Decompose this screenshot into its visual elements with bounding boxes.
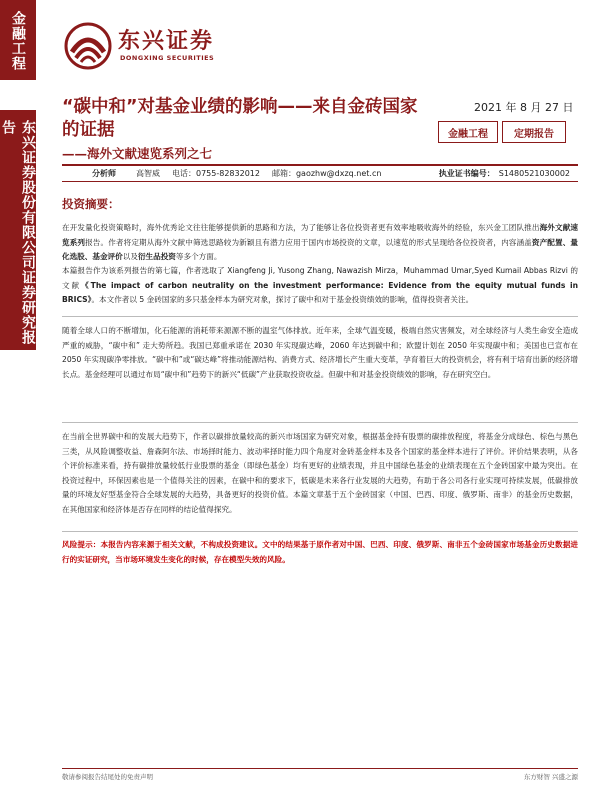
risk-warning: 风险提示：本报告内容来源于相关文献，不构成投资建议。文中的结果基于原作者对中国、巴西、印度、俄罗斯、南非五个金砖国家市场基金历史数据进行的实证研究，当市场环境发生变化的时候，存在模型失效的风险。 [62, 540, 578, 564]
report-title: “碳中和”对基金业绩的影响——来自金砖国家的证据 [62, 97, 418, 140]
tag-periodic-report: 定期报告 [502, 121, 566, 143]
analyst-phone: 电话：0755-82832012 [172, 169, 260, 178]
divider [62, 316, 578, 317]
abstract-paragraph-1 [62, 221, 578, 265]
footer-disclaimer: 敬请参阅报告结尾处的免责声明 [62, 773, 153, 781]
cert-label: 执业证书编号： [438, 169, 495, 178]
report-date: 2021 年 8 月 27 日 [474, 101, 574, 114]
p1-topic-derivatives: 衍生品投资 [137, 252, 176, 261]
logo-name-cn: 东兴证券 [118, 29, 215, 54]
footer-slogan: 东方财智 兴盛之源 [523, 773, 578, 781]
sidebar-category-label: 金融工程 [10, 11, 26, 71]
analyst-email: 邮箱：gaozhw@dxzq.net.cn [271, 169, 382, 178]
tag-financial-engineering: 金融工程 [438, 121, 498, 143]
footer-divider [62, 768, 578, 769]
abstract-paragraph-2 [62, 264, 578, 308]
p2-text: 本篇报告作为该系列报告的第七篇，作者选取了 Xiangfeng Ji, Yusong Zhang, Nawazish Mirza，Muhammad Umar,Syed Kumail Abbas Rizvi 的文献 [62, 266, 578, 290]
p1-text-3: 以及 [122, 252, 138, 261]
sidebar-company-label: 东兴证券股份有限公司证券研究报告 [0, 120, 36, 345]
p1-topics: 资产配置、量化选股、基金评价 [62, 237, 578, 261]
p1-text-2: 报告。作者将定期从海外文献中筛选思路较为新颖且有潜力应用于国内市场投资的文章，以速览的形式呈现给各位投资者，内容涵盖 [85, 237, 532, 247]
abstract-heading: 投资摘要： [62, 197, 120, 211]
p2-paper-title: 《The impact of carbon neutrality on the investment performance: Evidence from the equity mutual funds in BRICS》 [62, 280, 578, 304]
cert-number: S1480521030002 [498, 169, 570, 178]
p2-text-2: 。本文作者以 5 金砖国家的多只基金样本为研究对象，探讨了碳中和对于基金投资绩效的影响，值得投资者关注。 [91, 295, 474, 304]
abstract-paragraph-4: 在当前全世界碳中和的发展大趋势下，作者以碳排放量较高的新兴市场国家为研究对象，根据基金持有股票的碳排放程度，将基金分成绿色、棕色与黑色三类，从风险调整收益、詹森阿尔法、市场择时能力、波动率择时能力四个角度对金砖基金样本及各个国家的基金样本进行了评价。评价结果表明，从各个评价标准来看，持有碳排放量较低行业股票的基金（即绿色基金）均有更好的业绩表现，并且中国绿色基金的业绩表现在五个金砖国家中最为突出。在投资过程中，环保因素也是一个值得关注的因素，在碳中和的要求下，低碳是未来各行业发展的大趋势，有助于各公司各行业实现可持续发展，低碳排放量的环境友好型基金符合全球发展的大趋势，具备更好的投资价值。本篇文章基于五个金砖国家（中国、巴西、印度、俄罗斯、南非）的基金历史数据，在其他国家和经济体是否存在同样的结论值得探究。 [62, 432, 578, 514]
divider [62, 531, 578, 532]
sidebar-top-band [0, 0, 36, 80]
analyst-role-label: 分析师 [92, 169, 116, 178]
analyst-info-bar [62, 164, 578, 182]
p1-text: 在开发量化投资策略时，海外优秀论文往往能够提供新的思路和方法，为了能够让各位投资者更有效率地吸收海外的经验，东兴金工团队推出 [62, 223, 540, 232]
sidebar-bottom-band [0, 110, 36, 350]
p1-series-name: 海外文献速览系列 [62, 223, 578, 247]
p1-text-4: 等多个方面。 [175, 252, 222, 261]
abstract-paragraph-3: 随着全球人口的不断增加，化石能源的消耗带来源源不断的温室气体排放。近年来，全球气温变暖，极端自然灾害频发，对全球经济与人类生命安全造成严重的威胁，“碳中和” 走大势所趋。我国已郑重承诺在 2030 年实现碳达峰，2060 年达到碳中和；欧盟计划在 2050 年实现碳中和；美国也已宣布在 2050 年实现碳净零排放。“碳中和”或“碳达峰”将推动能源结构、消费方式、经济增长产生重大变革，孕育着巨大的投资机会，将有利于培育出新的经济增长点。基金经理可以通过布局“碳中和”趋势下的新兴“低碳”产业获取投资收益。但碳中和对基金投资绩效的影响，存在研究空白。 [62, 326, 578, 379]
analyst-name: 高智威 [136, 169, 160, 178]
report-subtitle: ——海外文献速览系列之七 [62, 146, 213, 161]
company-logo [64, 22, 214, 70]
divider [62, 422, 578, 423]
logo-name-en: DONGXING SECURITIES [120, 54, 215, 62]
sidebar [0, 0, 36, 800]
logo-mark-icon [64, 22, 112, 70]
